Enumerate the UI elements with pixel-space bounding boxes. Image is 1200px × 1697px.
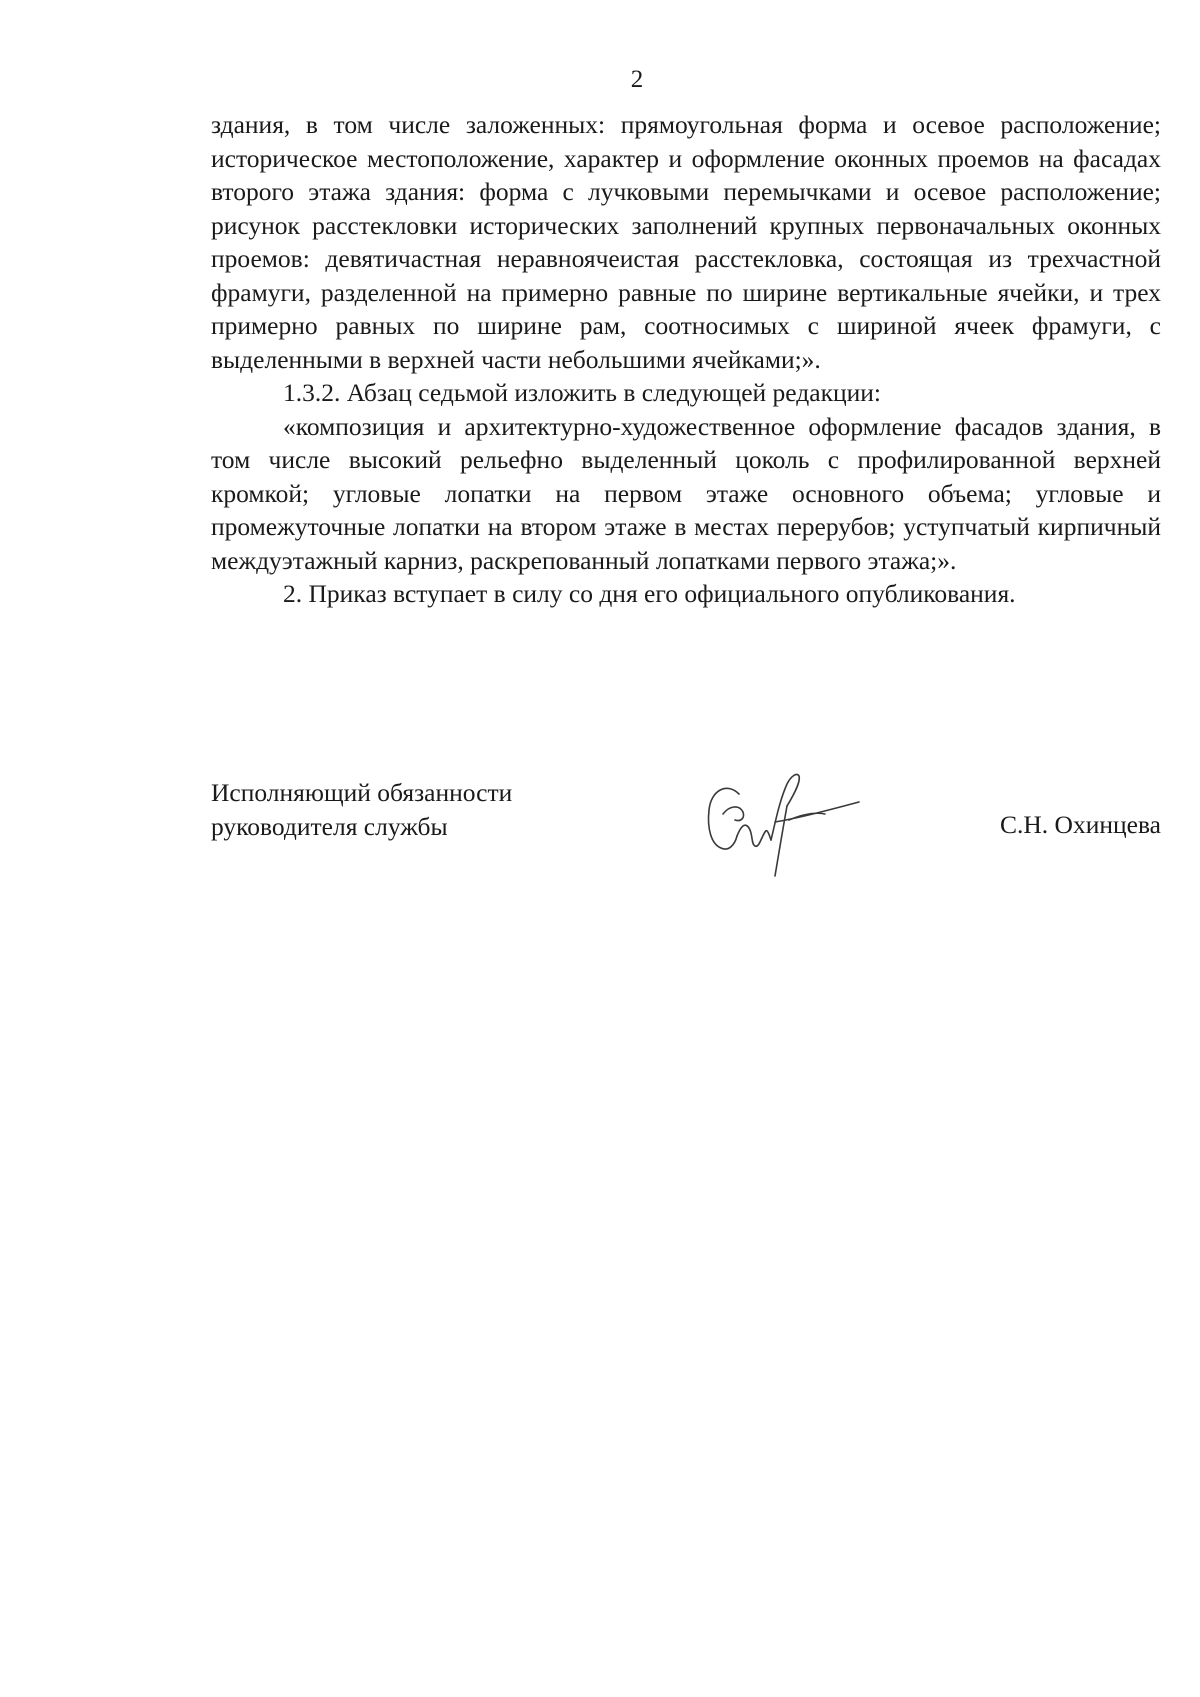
signatory-role-line-1: Исполняющий обязанности — [211, 778, 513, 807]
signatory-role — [211, 776, 512, 843]
paragraph-continuation: здания, в том числе заложенных: прямоугольная форма и осевое расположение; историческое местоположение, характер и оформление оконных проемов на фасадах второго этажа здания: форма с лучковыми перемычками и осевое расположение; рисунок расстекловки исторических заполнений крупных первоначальных оконных проемов: девятичастная неравноячеистая расстекловка, состоящая из трехчастной фрамуги, разделенной на примерно равные по ширине вертикальные ячейки, и трех примерно равных по ширине рам, соотносимых с шириной ячеек фрамуги, с выделенными в верхней части небольшими ячейками;». — [211, 110, 1161, 374]
paragraph-quoted-amendment: «композиция и архитектурно-художественное оформление фасадов здания, в том числе высокий рельефно выделенный цоколь с профилированной верхней кромкой; угловые лопатки на первом этаже основного объема; угловые и промежуточные лопатки на втором этаже в местах перерубов; уступчатый кирпичный междуэтажный карниз, раскрепованный лопатками первого этажа;». — [211, 411, 1161, 575]
handwritten-signature-icon — [699, 762, 879, 882]
page-number: 2 — [630, 66, 644, 93]
document-body — [211, 108, 1161, 611]
signatory-name: С.Н. Охинцева — [1000, 810, 1161, 839]
paragraph-item-2: 2. Приказ вступает в силу со дня его официального опубликования. — [283, 579, 1016, 608]
paragraph-item-1-3-2: 1.3.2. Абзац седьмой изложить в следующей редакции: — [283, 378, 881, 407]
signature-block — [211, 776, 1161, 886]
signatory-role-line-2: руководителя службы — [211, 811, 448, 841]
